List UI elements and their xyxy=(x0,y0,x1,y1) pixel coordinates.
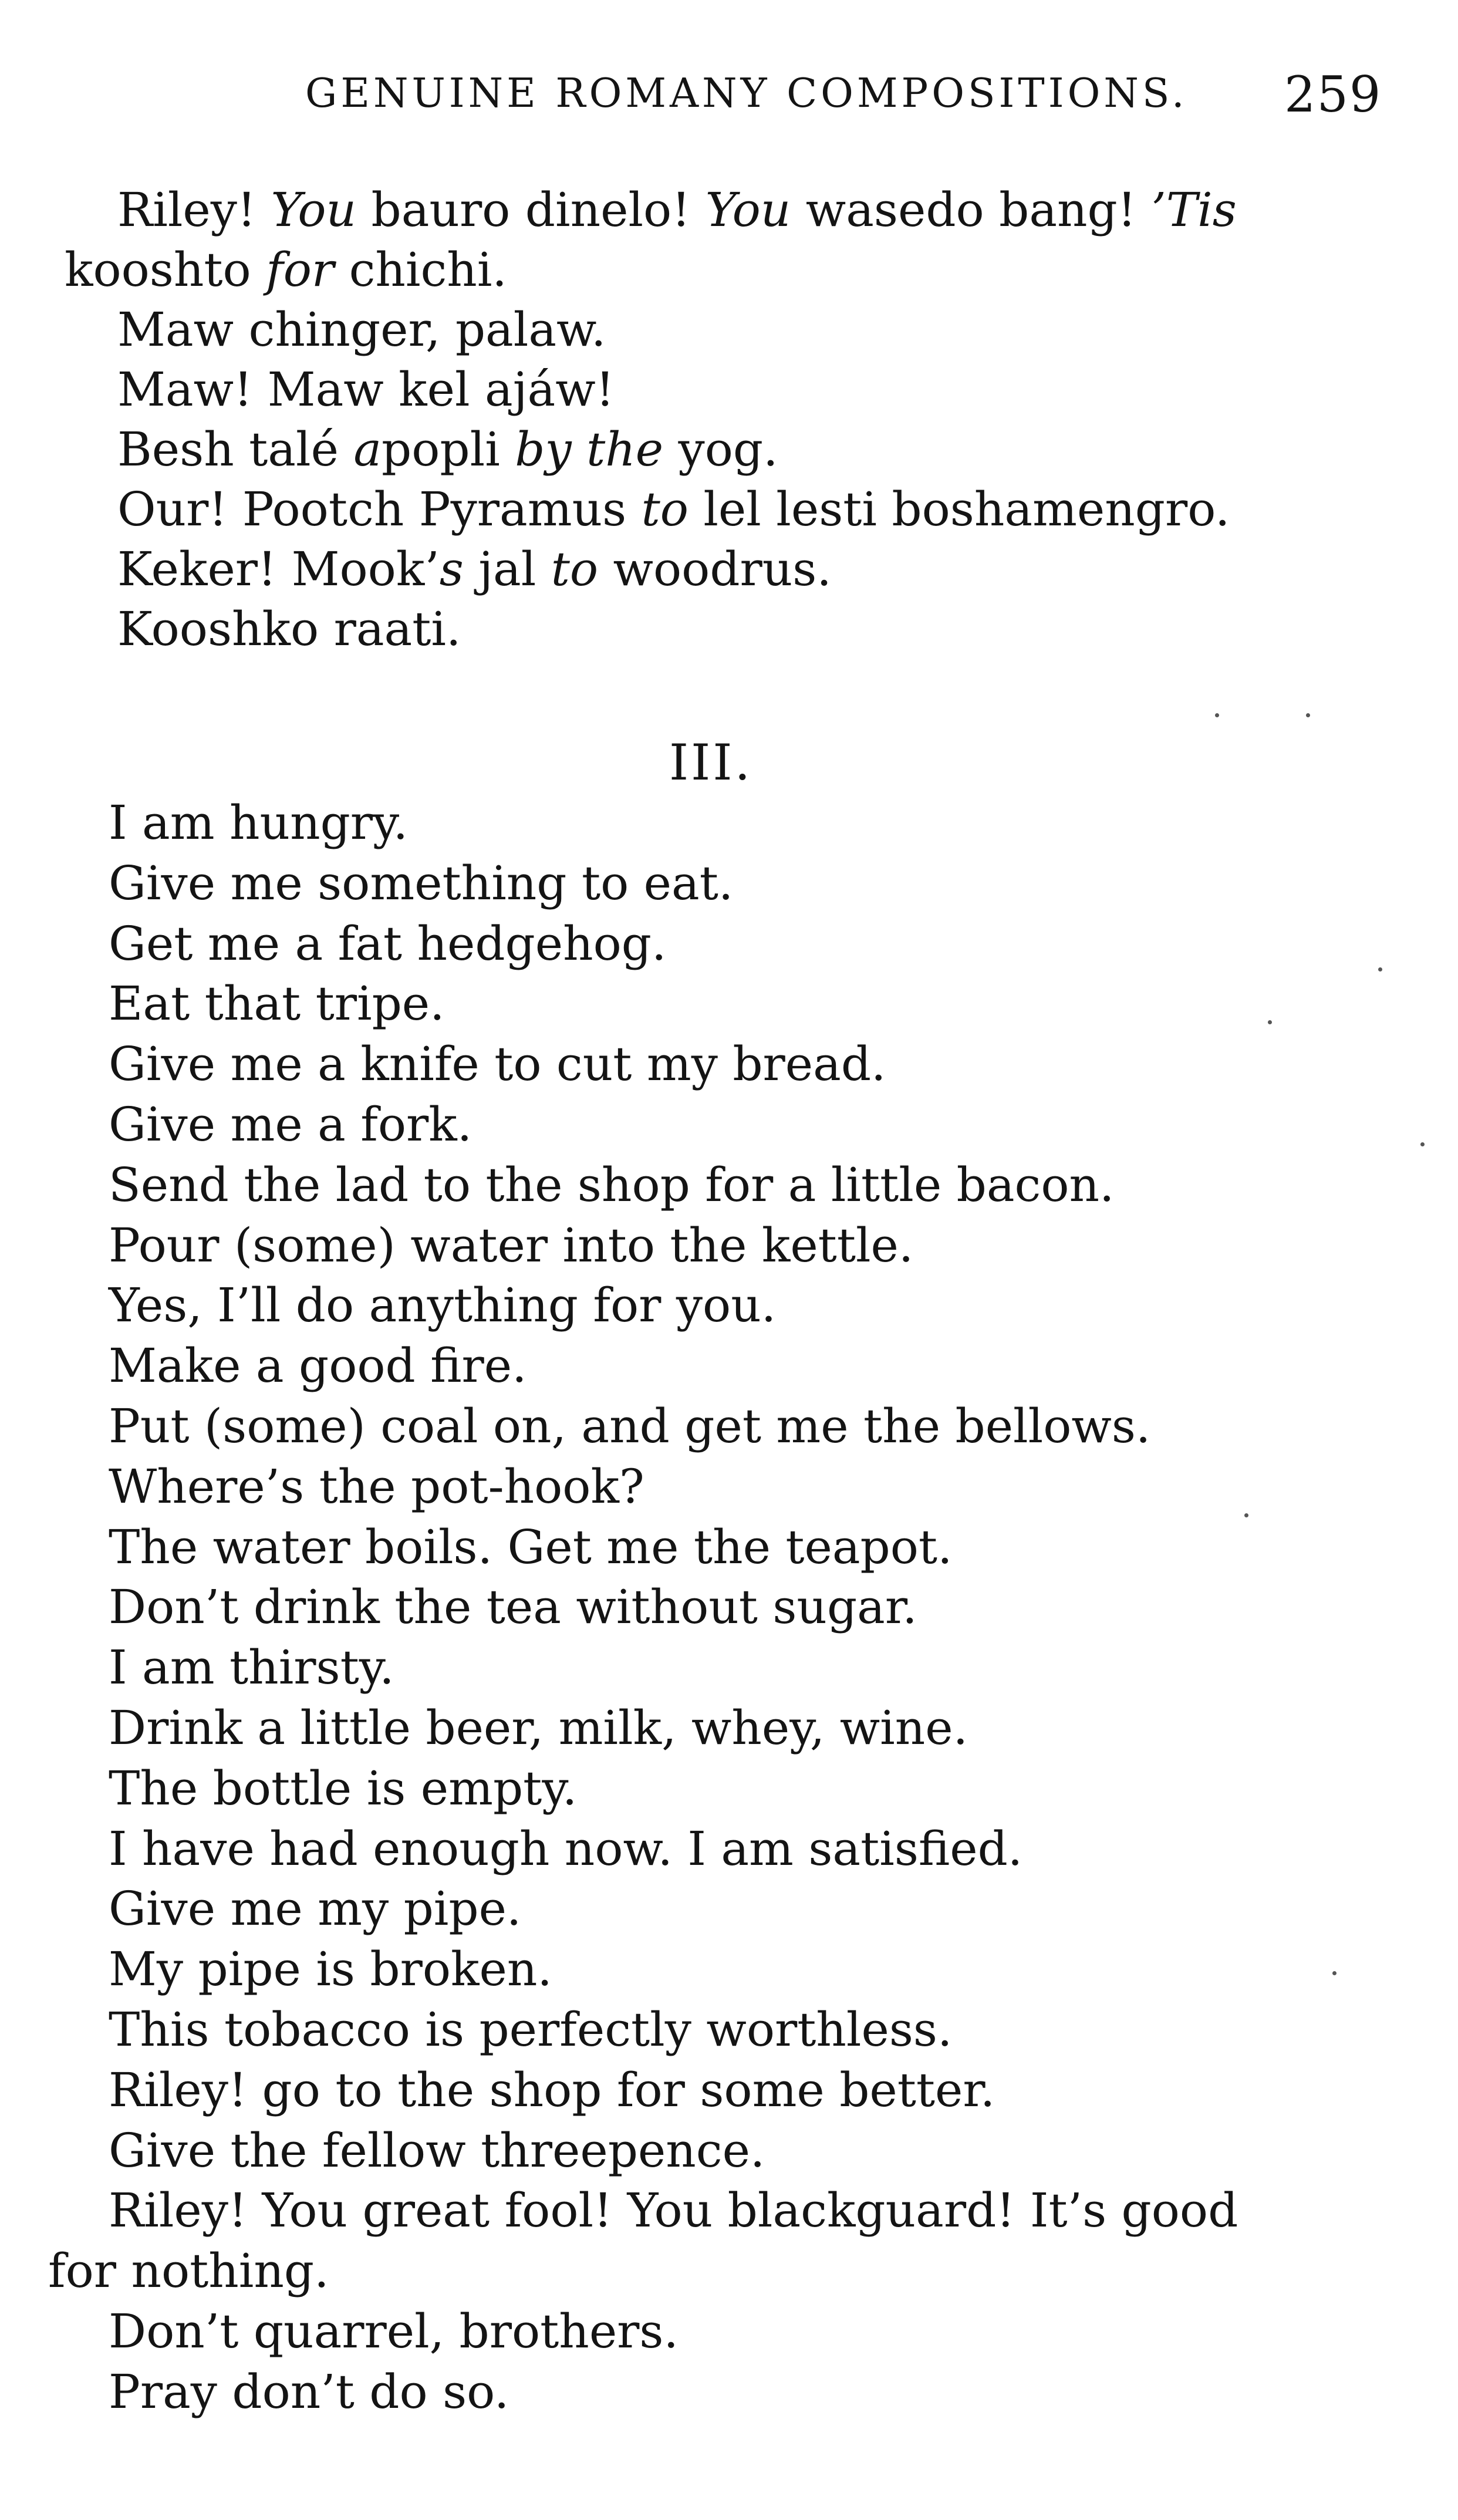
english-line: Eat that tripe. xyxy=(109,976,445,1031)
phrase-text: yog. xyxy=(663,422,778,477)
phrase-text: woodrus. xyxy=(598,542,832,596)
english-line: for nothing. xyxy=(48,2244,329,2298)
phrase-text: jal xyxy=(463,542,551,596)
phrase-text: bauro dinelo! xyxy=(356,183,706,237)
english-line: Send the lad to the shop for a little bacon. xyxy=(109,1158,1115,1212)
phrase-text: Maw chinger, palaw. xyxy=(117,302,606,357)
english-line: Pray don’t do so. xyxy=(109,2364,509,2419)
phrase-text: Besh talé xyxy=(117,422,354,477)
italic-phrase: to xyxy=(551,542,599,596)
section-heading: III. xyxy=(669,734,753,791)
english-line: Don’t quarrel, brothers. xyxy=(109,2304,679,2359)
scan-speck xyxy=(1215,713,1219,717)
romany-line xyxy=(65,242,507,297)
phrase-text: Riley! xyxy=(117,183,271,237)
romany-line xyxy=(117,542,832,596)
english-line: Riley! go to the shop for some better. xyxy=(109,2063,995,2117)
romany-line xyxy=(117,482,1230,537)
italic-phrase: ’Tis xyxy=(1151,183,1237,237)
italic-phrase: You xyxy=(271,183,357,237)
romany-line xyxy=(117,362,615,417)
phrase-text: Our! Pootch Pyramus xyxy=(117,482,642,537)
english-line: Get me a fat hedgehog. xyxy=(109,916,667,971)
romany-line xyxy=(117,602,461,656)
english-line: Give me a fork. xyxy=(109,1097,473,1152)
english-line: I am thirsty. xyxy=(109,1640,394,1695)
italic-phrase: s xyxy=(439,542,464,596)
phrase-text: Keker! Mook’ xyxy=(117,542,440,596)
english-line: Riley! You great fool! You blackguard! It’s good xyxy=(109,2183,1238,2238)
english-line: Pour (some) water into the kettle. xyxy=(109,1218,914,1273)
scan-speck xyxy=(1306,713,1310,717)
english-line: I have had enough now. I am satisfied. xyxy=(109,1821,1023,1876)
phrase-text: Maw! Maw kel ajáw! xyxy=(117,362,615,417)
scan-speck xyxy=(1268,1020,1272,1024)
english-line: The water boils. Get me the teapot. xyxy=(109,1520,953,1574)
italic-phrase: to xyxy=(641,482,689,537)
italic-phrase: by the xyxy=(515,422,664,477)
romany-line xyxy=(117,302,606,357)
phrase-text: wasedo bang! xyxy=(791,183,1152,237)
italic-phrase: You xyxy=(705,183,791,237)
phrase-text: popli xyxy=(382,422,515,477)
scan-speck xyxy=(1332,1971,1337,1975)
romany-line xyxy=(117,422,778,477)
english-line: Drink a little beer, milk, whey, wine. xyxy=(109,1701,968,1755)
english-line: Make a good fire. xyxy=(109,1338,527,1393)
scan-speck xyxy=(1244,1513,1248,1517)
english-line: Give me a knife to cut my bread. xyxy=(109,1037,886,1091)
italic-phrase: a xyxy=(353,422,382,477)
phrase-text: chichi. xyxy=(334,242,507,297)
english-line: The bottle is empty. xyxy=(109,1761,578,1816)
phrase-text: Kooshko raati. xyxy=(117,602,461,656)
english-line: This tobacco is perfectly worthless. xyxy=(109,2002,953,2057)
romany-line xyxy=(117,183,1237,237)
running-title: GENUINE ROMANY COMPOSITIONS. xyxy=(305,70,1188,117)
english-line: Put (some) coal on, and get me the bellows. xyxy=(109,1399,1151,1453)
english-line: Give the fellow threepence. xyxy=(109,2123,765,2178)
scan-speck xyxy=(1420,1142,1425,1146)
english-line: Yes, I’ll do anything for you. xyxy=(109,1278,777,1332)
english-line: I am hungry. xyxy=(109,795,409,850)
english-line: My pipe is broken. xyxy=(109,1942,552,1996)
english-line: Don’t drink the tea without sugar. xyxy=(109,1580,917,1634)
english-line: Give me my pipe. xyxy=(109,1881,522,1936)
phrase-text: lel lesti boshamengro. xyxy=(688,482,1230,537)
english-line: Where’s the pot-hook? xyxy=(109,1459,644,1514)
scan-speck xyxy=(1378,967,1382,971)
phrase-text: kooshto xyxy=(65,242,266,297)
english-line: Give me something to eat. xyxy=(109,856,734,910)
italic-phrase: for xyxy=(266,242,335,297)
page-number: 259 xyxy=(1284,66,1382,123)
